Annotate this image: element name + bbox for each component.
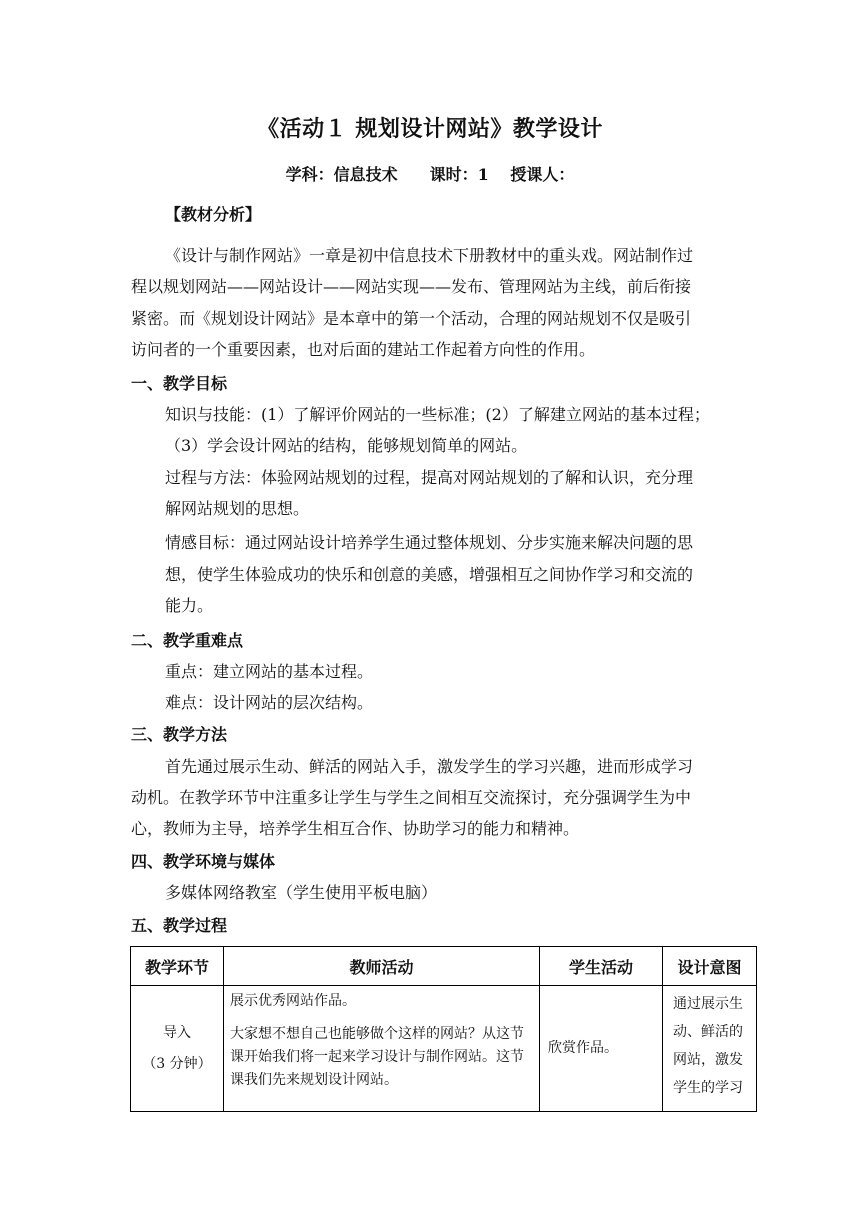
table-header-row bbox=[131, 947, 757, 986]
paragraph-line: 解网站规划的思想。 bbox=[165, 499, 310, 518]
paragraph-line: 知识与技能：(1）了解评价网站的一些标准；(2）了解建立网站的基本过程； bbox=[165, 405, 710, 424]
section-heading-goals: 一、教学目标 bbox=[131, 374, 228, 393]
paragraph-line: 能力。 bbox=[165, 596, 214, 615]
column-header: 教师活动 bbox=[224, 947, 540, 986]
teacher-activity-text: 展示优秀网站作品。 bbox=[230, 993, 356, 1009]
stage-name: 导入 bbox=[163, 1024, 191, 1041]
paragraph-line: 难点：设计网站的层次结构。 bbox=[165, 693, 374, 712]
section-heading-environment: 四、教学环境与媒体 bbox=[131, 852, 276, 871]
paragraph-line: 想，使学生体验成功的快乐和创意的美感，增强相互之间协作学习和交流的 bbox=[165, 565, 694, 584]
paragraph-line: 首先通过展示生动、鲜活的网站入手，激发学生的学习兴趣，进而形成学习 bbox=[165, 757, 694, 776]
paragraph-line: 紧密。而《规划设计网站》是本章中的第一个活动，合理的网站规划不仅是吸引 bbox=[131, 309, 692, 328]
stage-duration: （3 分钟） bbox=[142, 1055, 212, 1072]
paragraph-line: （3）学会设计网站的结构，能够规划简单的网站。 bbox=[165, 436, 528, 455]
student-activity-cell: 欣赏作品。 bbox=[540, 986, 663, 1112]
column-header: 设计意图 bbox=[663, 947, 757, 986]
paragraph-line: 访问者的一个重要因素，也对后面的建站工作起着方向性的作用。 bbox=[131, 340, 596, 359]
paragraph-line: 情感目标：通过网站设计培养学生通过整体规划、分步实施来解决问题的思 bbox=[165, 533, 694, 552]
paragraph-line: 《设计与制作网站》一章是初中信息技术下册教材中的重头戏。网站制作过 bbox=[165, 246, 694, 265]
paragraph-line: 程以规划网站——网站设计——网站实现——发布、管理网站为主线，前后衔接 bbox=[131, 277, 692, 296]
document-meta: 学科：信息技术 课时：1 授课人： bbox=[285, 165, 575, 184]
teacher-activity-cell bbox=[224, 986, 540, 1112]
teacher-activity-text: 大家想不想自己也能够做个这样的网站？从这节课开始我们将一起来学习设计与制作网站。这节课我们先来规划设计网站。 bbox=[230, 1026, 524, 1088]
paragraph-line: 动机。在教学环节中注重多让学生与学生之间相互交流探讨，充分强调学生为中 bbox=[131, 788, 692, 807]
section-heading-methods: 三、教学方法 bbox=[131, 725, 228, 744]
paragraph-line: 多媒体网络教室（学生使用平板电脑） bbox=[165, 883, 438, 902]
column-header: 学生活动 bbox=[540, 947, 663, 986]
document-title: 《活动１ 规划设计网站》教学设计 bbox=[257, 116, 603, 142]
process-table bbox=[130, 946, 757, 1112]
section-heading-analysis: 【教材分析】 bbox=[165, 205, 262, 224]
paragraph-line: 过程与方法：体验网站规划的过程，提高对网站规划的了解和认识，充分理 bbox=[165, 468, 694, 487]
stage-cell bbox=[131, 986, 224, 1112]
section-heading-process: 五、教学过程 bbox=[131, 916, 228, 935]
table-row bbox=[131, 986, 757, 1112]
paragraph-line: 心，教师为主导，培养学生相互合作、协助学习的能力和精神。 bbox=[131, 819, 580, 838]
column-header: 教学环节 bbox=[131, 947, 224, 986]
paragraph-line: 重点：建立网站的基本过程。 bbox=[165, 662, 374, 681]
design-intent-cell: 通过展示生动、鲜活的网站，激发学生的学习 bbox=[663, 986, 757, 1112]
section-heading-keypoints: 二、教学重难点 bbox=[131, 631, 244, 650]
